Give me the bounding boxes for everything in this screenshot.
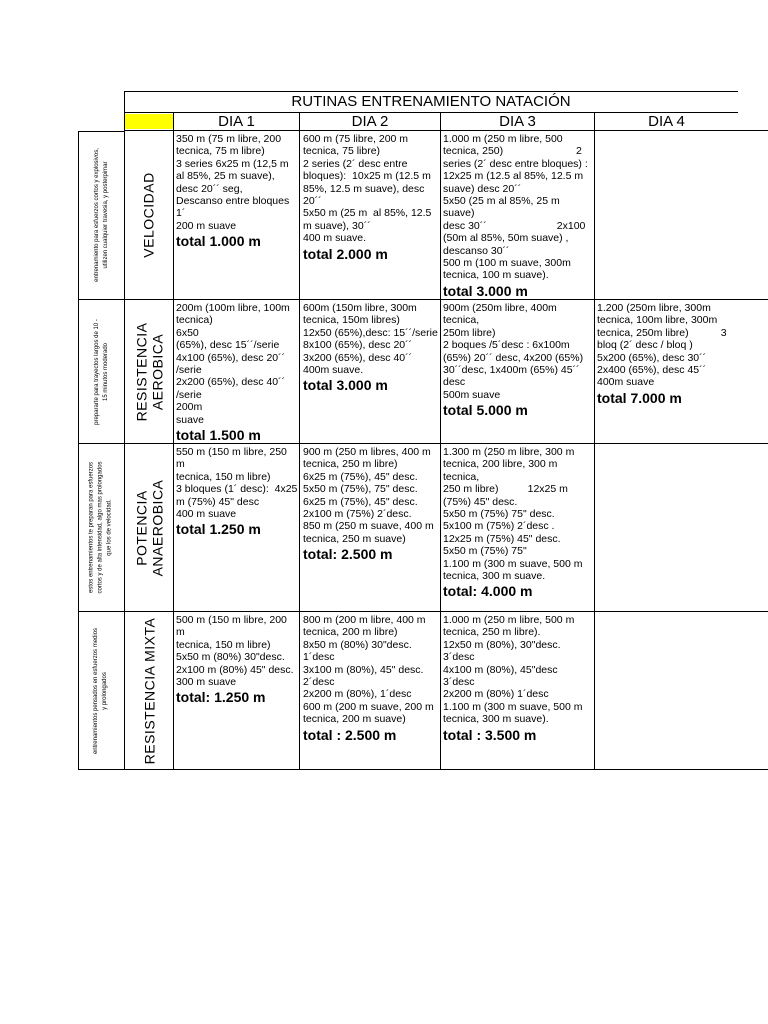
cell-total: total 1.000 m (176, 233, 261, 250)
row-description: estos entrenamientos te preparan para esfuerzos cortos y de alta intensidad, algo mas prolongados que los de velocidad. (89, 461, 113, 594)
table-cell (597, 133, 737, 297)
cell-total: total 5.000 m (443, 402, 528, 419)
category-resistencia-aerobica: RESISTENCIA AEROBICA (133, 322, 166, 421)
table-cell: 900m (250m libre, 400m tecnica, 250m libre) 2 boques /5´desc : 6x100m (65%) 20´´ desc, 4x200 (65%) 30´´desc, 1x400m (65%) 45´´ desc 500m suave total 5.000 m (443, 302, 593, 442)
table-cell (597, 446, 737, 610)
table-cell: 200m (100m libre, 100m tecnica) 6x50 (65%), desc 15´´/serie 4x100 (65%), desc 20´´ /serie 2x200 (65%), desc 40´´ /serie 200m suave total 1.500 m (176, 302, 298, 442)
row-description: prepararte para trayectos largos de 10 - 15 minutos moderado (93, 318, 109, 425)
table-cell: 500 m (150 m libre, 200 m tecnica, 150 m libre) 5x50 m (80%) 30"desc. 2x100 m (80%) 45" desc. 300 m suave total: 1.250 m (176, 614, 298, 768)
cell-total: total : 2.500 m (303, 726, 397, 743)
cell-total: total : 3.500 m (443, 726, 537, 743)
cell-total: total: 2.500 m (303, 546, 393, 563)
cell-total: total 7.000 m (597, 389, 682, 406)
table-cell: 350 m (75 m libre, 200 tecnica, 75 m libre) 3 series 6x25 m (12,5 m al 85%, 25 m suave), desc 20´´ seg, Descanso entre bloques 1´ 200 m suave total 1.000 m (176, 133, 298, 297)
header-bottom-border (124, 130, 768, 131)
cell-total: total 2.000 m (303, 245, 388, 262)
row-description: entrenamiento para esfuerzos cortos y explosivos, utilizen cualquier travesia, y posterpimar (93, 148, 109, 282)
cell-total: total 3.000 m (303, 377, 388, 394)
table-cell: 600m (150m libre, 300m tecnica, 150m libres) 12x50 (65%),desc: 15´´/serie 8x100 (65%), desc 20´´ 3x200 (65%), desc 40´´ 400m suave. total 3.000 m (303, 302, 438, 394)
row-divider-2 (78, 443, 768, 444)
table-cell: 1.300 m (250 m libre, 300 m tecnica, 200 libre, 300 m tecnica, 250 m libre) 12x25 m (75%) 45" desc. 5x50 m (75%) 75" desc. 5x100 m (75%) 2´desc . 12x25 m (75%) 45" desc. 5x50 m (75%) 75" 1.100 m (300 m suave, 500 m tecnica, 300 m suave. total: 4.000 m (443, 446, 593, 610)
table-cell: 1.000 m (250 m libre, 500 m tecnica, 250 m libre). 12x50 m (80%), 30"desc. 3´desc 4x100 m (80%), 45"desc 3´desc 2x200 m (80%) 1´desc 1.100 m (300 m suave, 500 m tecnica, 300 m suave). total : 3.500 m (443, 614, 593, 768)
grid-vline-3 (440, 112, 441, 770)
row-description: entrenamientos pensados en esfuerzos medios y prolongados (93, 627, 109, 754)
grid-vline-1 (173, 112, 174, 770)
table-cell: 1.200 (250m libre, 300m tecnica, 100m libre, 300m tecnica, 250m libre) 3 bloq (2´ desc / bloq ) 5x200 (65%), desc 30´´ 2x400 (65%), desc 45´´ 400m suave total 7.000 m (597, 302, 737, 442)
category-potencia-anaerobica: POTENCIA ANAEROBICA (133, 479, 165, 576)
category-resistencia-mixta: RESISTENCIA MIXTA (141, 617, 157, 764)
grid-vline-4 (594, 112, 595, 770)
table-cell: 800 m (200 m libre, 400 m tecnica, 200 m libre) 8x50 m (80%) 30"desc. 1´desc 3x100 m (80%), 45" desc. 2´desc 2x200 m (80%), 1´desc 600 m (200 m suave, 200 m tecnica, 200 m suave) total : 2.500 m (303, 614, 439, 768)
day-header-1: DIA 1 (218, 113, 255, 130)
table-cell: 900 m (250 m libres, 400 m tecnica, 250 m libre) 6x25 m (75%), 45" desc. 5x50 m (75%), 75" desc. 6x25 m (75%), 45" desc. 2x100 m (75%) 2´desc. 850 m (250 m suave, 400 m tecnica, 250 m suave) total: 2.500 m (303, 446, 439, 610)
day-header-2: DIA 2 (351, 113, 389, 130)
table-cell: 550 m (150 m libre, 250 m tecnica, 150 m libre) 3 bloques (1´ desc): 4x25 m (75%) 45" desc 400 m suave total 1.250 m (176, 446, 298, 538)
cell-total: total 1.500 m (176, 427, 261, 442)
cell-total: total: 1.250 m (176, 689, 266, 706)
category-velocidad: VELOCIDAD (141, 172, 158, 258)
cell-total: total: 4.000 m (443, 583, 533, 600)
grid-vline-2 (299, 112, 300, 770)
cell-total: total 1.250 m (176, 521, 261, 538)
table-bottom-border (78, 769, 768, 770)
row-divider-1 (78, 299, 768, 300)
row-divider-3 (78, 611, 768, 612)
table-title: RUTINAS ENTRENAMIENTO NATACIÓN (291, 93, 571, 110)
day-header-4: DIA 4 (648, 113, 685, 130)
table-cell: 600 m (75 libre, 200 m tecnica, 75 libre) 2 series (2´ desc entre bloques): 10x25 m (12.5 m 85%, 12.5 m suave), desc 20´´ 5x50 m (25 m al 85%, 12.5 m suave), 30´´ 400 m suave. total 2.000 m (303, 133, 439, 297)
table-cell (597, 614, 737, 768)
cell-total: total 3.000 m (443, 282, 528, 297)
day-header-3: DIA 3 (499, 113, 536, 130)
highlight-cell (125, 114, 173, 129)
table-cell: 1.000 m (250 m libre, 500 tecnica, 250) 2 series (2´ desc entre bloques) : 12x25 m (12.5 al 85%, 12.5 m suave) desc 20´´ 5x50 (25 m al 85%, 25 m suave) desc 30´´ 2x100 (50m al 85%, 50m suave) , descanso 30´´ 500 m (100 m suave, 300m tecnica, 100 m suave). total 3.000 m (443, 133, 593, 297)
